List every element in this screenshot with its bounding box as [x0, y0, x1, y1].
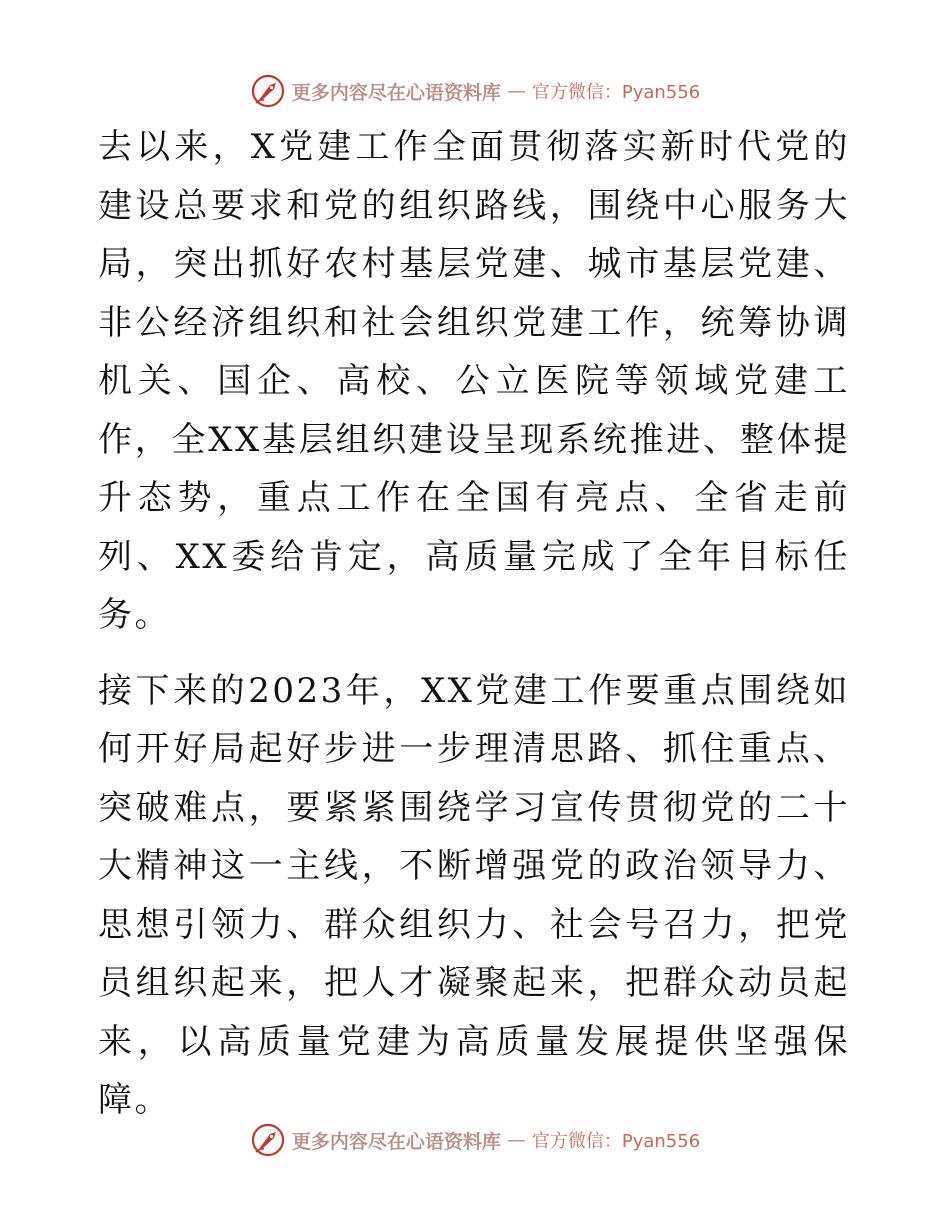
paragraph-1: 去以来，X党建工作全面贯彻落实新时代党的建设总要求和党的组织路线，围绕中心服务大局，突出抓好农村基层党建、城市基层党建、非公经济组织和社会组织党建工作，统筹协调机关、国企、高校、公立医院等领域党建工作，全XX基层组织建设呈现系统推进、整体提升态势，重点工作在全国有亮点、全省走前列、XX委给肯定，高质量完成了全年目标任务。	[98, 127, 850, 635]
footer-watermark	[0, 1120, 950, 1160]
watermark-separator: —	[506, 80, 526, 102]
watermark-contact-text: 官方微信：Pyan556	[531, 82, 701, 103]
pen-nib-logo-icon	[250, 73, 286, 109]
document-body	[98, 118, 850, 1147]
paragraph-2: 接下来的2023年，XX党建工作要重点围绕如何开好局起好步进一步理清思路、抓住重点、突破难点，要紧紧围绕学习宣传贯彻党的二十大精神这一主线，不断增强党的政治领导力、思想引领力、群众组织力、社会号召力，把党员组织起来，把人才凝聚起来，把群众动员起来，以高质量党建为高质量发展提供坚强保障。	[98, 670, 850, 1120]
watermark-brand-text: 更多内容尽在心语资料库	[291, 81, 501, 104]
watermark-separator: —	[506, 1129, 526, 1151]
pen-nib-logo-icon	[250, 1122, 286, 1158]
header-watermark	[0, 71, 950, 111]
watermark-contact-text: 官方微信：Pyan556	[531, 1131, 701, 1152]
watermark-brand-text: 更多内容尽在心语资料库	[291, 1130, 501, 1153]
